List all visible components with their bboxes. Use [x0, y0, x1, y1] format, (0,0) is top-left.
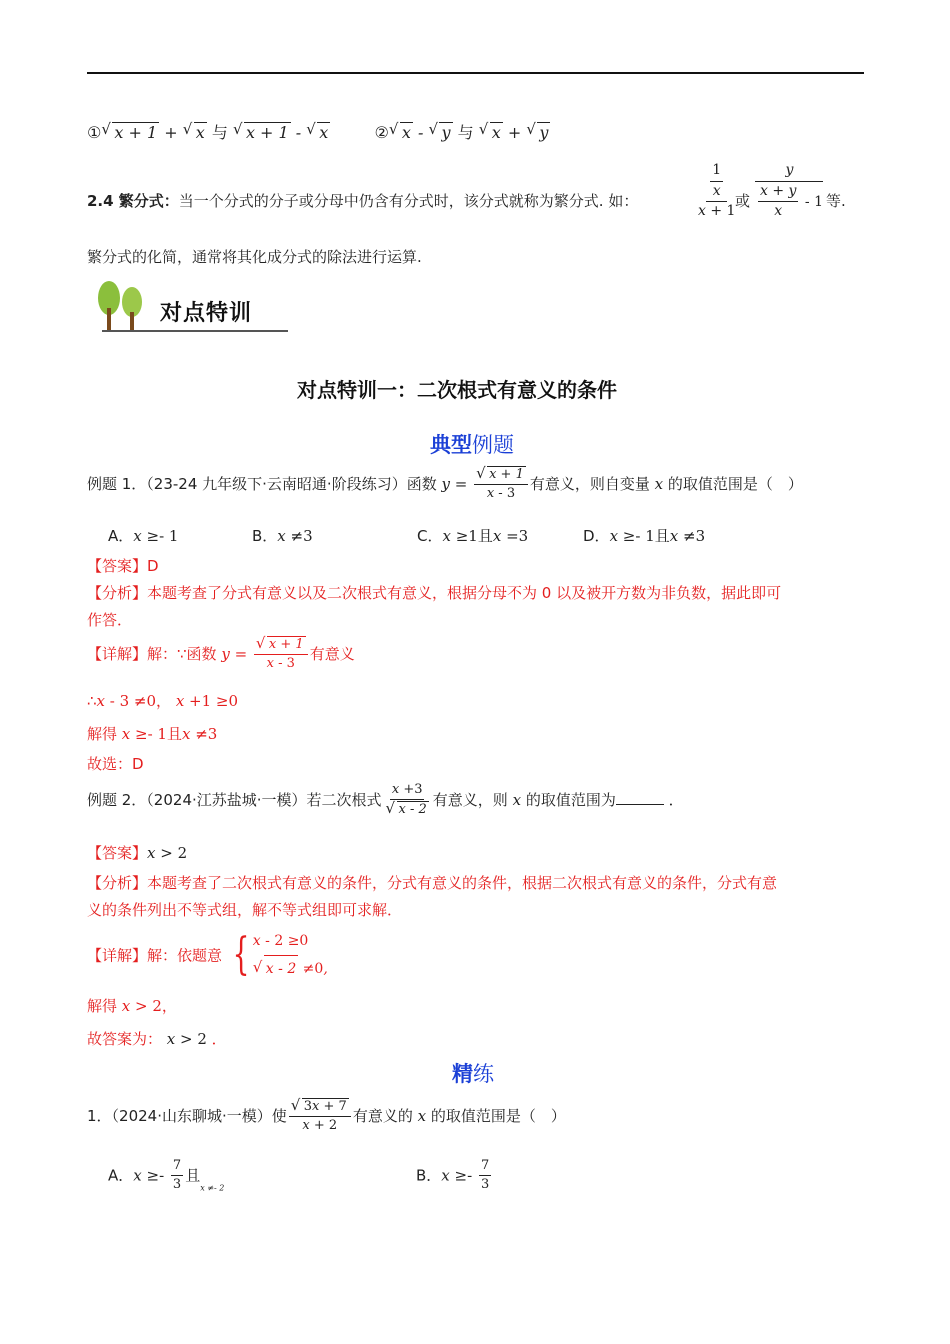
example1-detail: 【详解】解：∵函数 y = √ $\frac{x + 1}{x - 3}$ 有意义 — [87, 636, 355, 673]
section-2-4-line — [87, 190, 638, 211]
example1-suffix2: 的取值范围是（ ） — [667, 474, 803, 493]
example2-question: 例题 2．（2024·江苏盐城·一模）若二次根式 x +3 √ x - 2 有意义，则 x 的取值范围为 ． — [87, 782, 684, 819]
complex-fraction-1: $\frac{\frac{1}{x}}{x + 1}$ — [698, 162, 736, 219]
practice1-prefix: 1．（2024·山东聊城·一模）使 — [87, 1106, 287, 1125]
example2-suffix: 有意义，则 — [432, 790, 508, 809]
example1-prefix: 例题 1．（23-24 九年级下·云南昭通·阶段练习）函数 — [87, 474, 437, 493]
heading-normal: 例题 — [472, 433, 514, 457]
practice1-option-a: A．x ≥- $\frac{7}{3}$ 且$_{x \ne- 2}$ — [108, 1158, 225, 1193]
example2-suffix2: 的取值范围为 — [525, 790, 616, 809]
practice1-suffix2: 的取值范围是（ ） — [430, 1106, 566, 1125]
radical-pairs-line: ①√ x + 1 + √ x 与 √ x + 1 - √ x ②√ x - √ y 与 √ x + √ y — [87, 120, 550, 143]
connector-text: 与 — [457, 123, 474, 142]
example1-question: 例题 1．（23-24 九年级下·云南昭通·阶段练习）函数 y = √ $\frac{x + 1}{x - 3}$ 有意义，则自变量 x 的取值范围是（ ） — [87, 466, 803, 503]
or-text: 或 — [735, 192, 751, 210]
blank-underline — [616, 792, 664, 805]
typical-examples-heading — [430, 429, 514, 459]
example1-therefore: ∴x - 3 ≠0， x +1 ≥0 — [87, 692, 239, 710]
example2-answer: 【答案】x > 2 — [87, 844, 188, 862]
option-a: A．x ≥- 1 — [108, 527, 179, 545]
banner-title: 对点特训 — [160, 301, 253, 326]
section-label: 2.4 繁分式： — [87, 192, 179, 210]
example2-detail: 【详解】解：依题意 { x - 2 ≥0 √ x - 2 ≠0, — [87, 928, 328, 982]
example1-analysis-1: 【分析】本题考查了分式有意义以及二次根式有意义，根据分母不为 0 以及被开方数为非负数，据此即可 — [87, 584, 782, 602]
heading-bold: 典型 — [430, 433, 472, 457]
option-c: C．x ≥1且x =3 — [417, 527, 529, 545]
complex-fraction-2: y $\frac{x + y}{x}$ - 1 — [752, 162, 827, 221]
topic-title: 对点特训一：二次根式有意义的条件 — [297, 378, 617, 402]
example2-solve: 解得 x > 2， — [87, 997, 177, 1015]
example1-choose: 故选：D — [87, 755, 144, 773]
example2-analysis-2: 义的条件列出不等式组，解不等式组即可求解． — [87, 901, 403, 919]
option-d: D．x ≥- 1且x ≠3 — [583, 527, 706, 545]
section-2-4-line2: 繁分式的化简，通常将其化成分式的除法进行运算. — [87, 248, 422, 266]
etc-text: 等. — [826, 192, 846, 210]
header-rule — [87, 72, 864, 74]
practice-heading: 精练 — [452, 1062, 494, 1086]
example1-answer: 【答案】D — [87, 557, 159, 575]
example1-solve: 解得 x ≥- 1且x ≠3 — [87, 725, 218, 743]
banner — [92, 278, 292, 336]
example1-suffix: 有意义，则自变量 — [529, 474, 650, 493]
practice1-suffix: 有意义的 — [352, 1106, 413, 1125]
example1-analysis-2: 作答． — [87, 611, 133, 629]
circle-number-2: ② — [374, 123, 389, 142]
practice1-option-b: B．x ≥- $\frac{7}{3}$ — [416, 1158, 490, 1193]
section-text: 当一个分式的分子或分母中仍含有分式时，该分式就称为繁分式. 如： — [178, 192, 639, 210]
example2-prefix: 例题 2．（2024·江苏盐城·一模）若二次根式 — [87, 790, 382, 809]
inequality-system: { x - 2 ≥0 √ x - 2 ≠0, — [227, 928, 328, 982]
example2-analysis-1: 【分析】本题考查了二次根式有意义的条件，分式有意义的条件，根据二次根式有意义的条件，分式有意 — [87, 874, 778, 892]
option-b: B．x ≠3 — [252, 527, 313, 545]
example2-final: 故答案为： x > 2 ． — [87, 1030, 227, 1048]
practice1-question: 1．（2024·山东聊城·一模）使 √ $\frac{3x + 7}{x + 2}$ 有意义的 x 的取值范围是（ ） — [87, 1098, 566, 1135]
circle-number-1: ① — [87, 123, 102, 142]
connector-text: 与 — [211, 123, 228, 142]
